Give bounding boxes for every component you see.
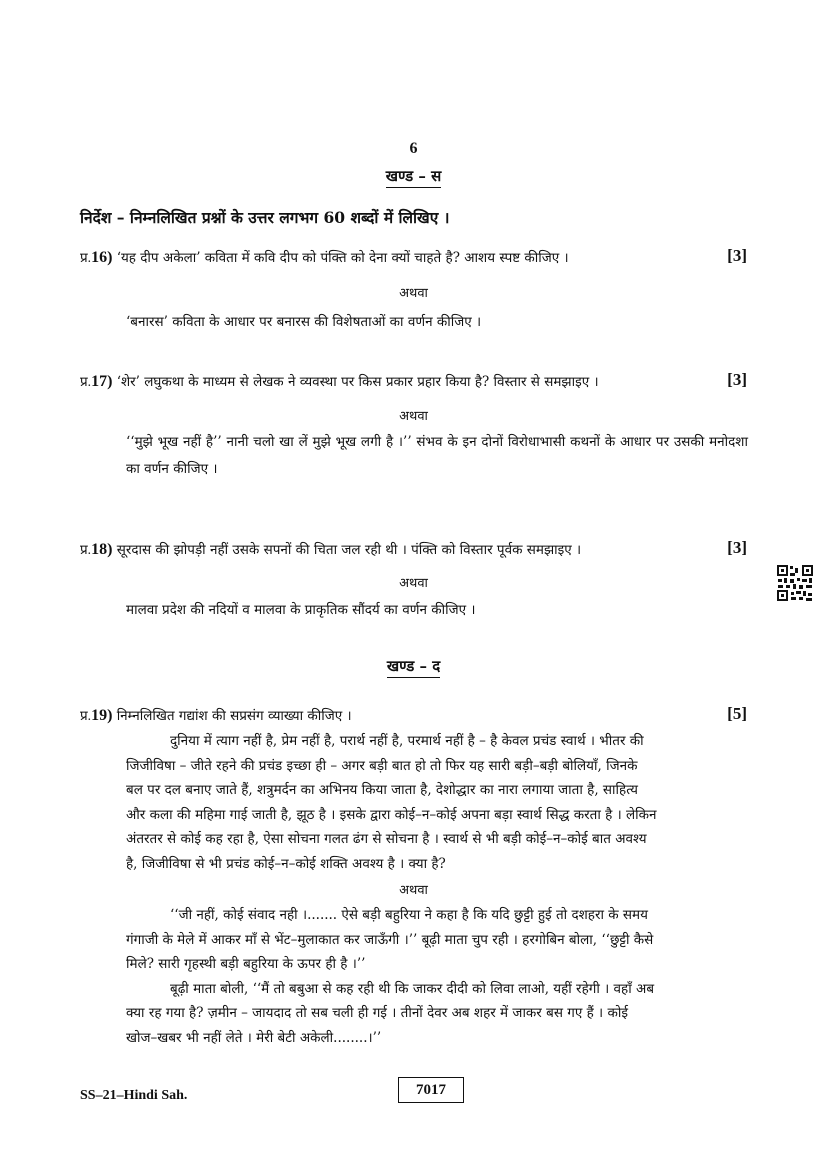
paper-number-box: 7017 [398, 1077, 464, 1103]
section-heading-d: खण्ड – द [0, 656, 827, 676]
passage [126, 729, 748, 876]
passage-line: है, जिजीविषा से भी प्रचंड कोई–न–कोई शक्ति अवश्य है । क्या है? [126, 855, 446, 872]
question-text: निम्नलिखित गद्यांश की सप्रसंग व्याख्या कीजिए । [116, 708, 352, 724]
marks: [5] [727, 704, 747, 723]
qr-code-icon [776, 564, 814, 602]
passage-line: बूढ़ी माता बोली, ‘‘मैं तो बबुआ से कह रही थी कि जाकर दीदी को लिवा लाओ, यहीं रहेगी । वहाँ अब [170, 980, 655, 997]
or-label: अथवा [399, 883, 428, 898]
alternative-question: ‘‘मुझे भूख नहीं है’’ नानी चलो खा लें मुझे भूख लगी है ।’’ संभव के इन दोनों विरोधाभासी कथनों के आधार पर उसकी मनोदशा का वर्णन कीजिए । [126, 434, 748, 477]
or-label: अथवा [399, 409, 428, 424]
passage-line: गंगाजी के मेले में आकर माँ से भेंट–मुलाकात कर जाऊँगी ।’’ बूढ़ी माता चुप रही । हरगोबिन बोला, ‘‘छुट्टी कैसे [126, 931, 654, 948]
question-16: प्र.16) ‘यह दीप अकेला’ कविता में कवि दीप को पंक्ति को देना क्यों चाहते है? आशय स्पष्ट कीजिए । [3] [80, 246, 747, 266]
passage-line: मिले? सारी गृहस्थी बड़ी बहुरिया के ऊपर ही है ।’’ [126, 956, 366, 972]
question-18: प्र.18) सूरदास की झोपड़ी नहीं उसके सपनों की चिता जल रही थी । पंक्ति को विस्तार पूर्वक समझाइए । [3] [80, 538, 747, 558]
passage-line: अंतरतर से कोई कह रहा है, ऐसा सोचना गलत ढंग से सोचना है । स्वार्थ से भी बड़ी कोई–न–कोई बात अवश्य [126, 831, 647, 847]
or-label: अथवा [399, 576, 428, 591]
passage-line: दुनिया में त्याग नहीं है, प्रेम नहीं है, परार्थ नहीं है, परमार्थ नहीं है – है केवल प्रचंड स्वार्थ । भीतर की [170, 733, 644, 749]
passage-line: खोज–खबर भी नहीं लेते । मेरी बेटी अकेली........।’’ [126, 1029, 382, 1046]
question-text: ‘शेर’ लघुकथा के माध्यम से लेखक ने व्यवस्था पर किस प्रकार प्रहार किया है? विस्तार से समझाइए । [116, 374, 599, 390]
marks: [3] [727, 538, 747, 557]
paper-code: SS–21–Hindi Sah. [80, 1088, 188, 1103]
question-19: प्र.19) निम्नलिखित गद्यांश की सप्रसंग व्याख्या कीजिए । [5] [80, 704, 747, 724]
instruction: निर्देश – निम्नलिखित प्रश्नों के उत्तर लगभग 60 शब्दों में लिखिए । [80, 208, 450, 227]
passage-line: बल पर दल बनाए जाते हैं, शत्रुमर्दन का अभिनय किया जाता है, देशोद्धार का नारा लगाया जाता है, साहित्य [126, 782, 638, 798]
alternative-question: मालवा प्रदेश की नदियों व मालवा के प्राकृतिक सौंदर्य का वर्णन कीजिए । [126, 602, 476, 618]
page-number: 6 [409, 140, 418, 157]
passage-line: क्या रह गया है? ज़मीन – जायदाद तो सब चली ही गई । तीनों देवर अब शहर में जाकर बस गए हैं । कोई [126, 1005, 628, 1021]
alternative-passage [126, 903, 748, 1050]
question-17: प्र.17) ‘शेर’ लघुकथा के माध्यम से लेखक ने व्यवस्था पर किस प्रकार प्रहार किया है? विस्तार से समझाइए । [3] [80, 370, 747, 390]
passage-line: और कला की महिमा गाई जाती है, झूठ है । इसके द्वारा कोई–न–कोई अपना बड़ा स्वार्थ सिद्ध करता है । लेकिन [126, 806, 657, 823]
question-text: ‘यह दीप अकेला’ कविता में कवि दीप को पंक्ति को देना क्यों चाहते है? आशय स्पष्ट कीजिए । [116, 250, 569, 266]
alternative-question: ‘बनारस’ कविता के आधार पर बनारस की विशेषताओं का वर्णन कीजिए । [126, 314, 482, 330]
passage-line: जिजीविषा – जीते रहने की प्रचंड इच्छा ही – अगर बड़ी बात हो तो फिर यह सारी बड़ी–बड़ी बोलियाँ, जिनके [126, 757, 638, 774]
marks: [3] [727, 246, 747, 265]
passage-line: ‘‘जी नहीं, कोई संवाद नही ।....... ऐसे बड़ी बहुरिया ने कहा है कि यदि छुट्टी हुई तो दशहरा के समय [170, 907, 648, 923]
section-heading-s: खण्ड – स [0, 166, 827, 186]
question-text: सूरदास की झोपड़ी नहीं उसके सपनों की चिता जल रही थी । पंक्ति को विस्तार पूर्वक समझाइए । [116, 542, 582, 558]
or-label: अथवा [399, 286, 428, 301]
marks: [3] [727, 370, 747, 389]
